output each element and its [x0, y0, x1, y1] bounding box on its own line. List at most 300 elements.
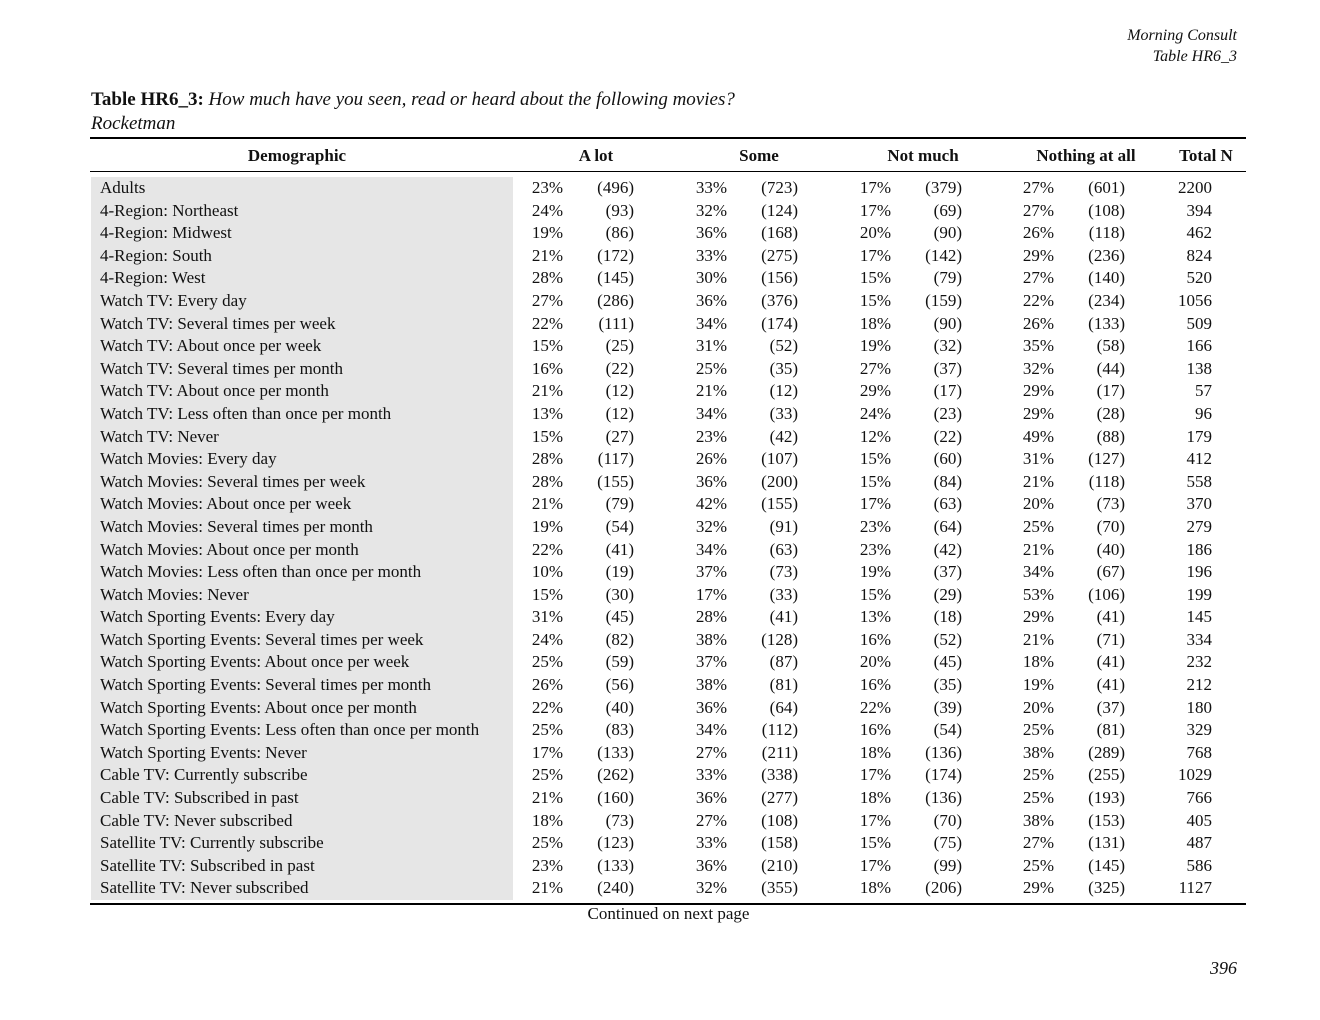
not-much-pct: 18% [859, 878, 891, 898]
a-lot-pct: 28% [531, 471, 563, 491]
not-much-pct: 15% [859, 584, 891, 604]
a-lot-pct: 22% [531, 313, 563, 333]
table-row [90, 335, 1246, 358]
nothing-pct: 31% [1022, 449, 1054, 469]
a-lot-n: (56) [605, 675, 634, 695]
not-much-n: (99) [933, 855, 962, 875]
some-pct: 37% [695, 562, 727, 582]
not-much-n: (37) [933, 562, 962, 582]
a-lot-n: (25) [605, 336, 634, 356]
a-lot-n: (117) [597, 449, 634, 469]
a-lot-n: (12) [605, 403, 634, 423]
nothing-pct: 21% [1022, 539, 1054, 559]
some-pct: 33% [695, 178, 727, 197]
table-row [90, 629, 1246, 652]
nothing-n: (193) [1088, 788, 1125, 808]
nothing-pct: 53% [1022, 584, 1054, 604]
not-much-n: (84) [933, 471, 962, 491]
not-much-n: (206) [925, 878, 962, 898]
results-table [90, 137, 1246, 905]
nothing-n: (70) [1096, 516, 1125, 536]
nothing-n: (131) [1088, 833, 1125, 853]
table-row [90, 719, 1246, 742]
nothing-pct: 21% [1022, 629, 1054, 649]
nothing-n: (44) [1096, 358, 1125, 378]
some-pct: 28% [695, 607, 727, 627]
nothing-pct: 29% [1022, 403, 1054, 423]
not-much-n: (136) [925, 742, 962, 762]
nothing-n: (118) [1088, 471, 1125, 491]
not-much-n: (63) [933, 494, 962, 514]
a-lot-pct: 19% [531, 516, 563, 536]
not-much-n: (70) [933, 810, 962, 830]
not-much-pct: 23% [859, 516, 891, 536]
a-lot-n: (145) [597, 268, 634, 288]
not-much-n: (35) [933, 675, 962, 695]
demographic-cell: Cable TV: Never subscribed [100, 810, 293, 830]
not-much-n: (60) [933, 449, 962, 469]
some-n: (168) [761, 223, 798, 243]
a-lot-n: (111) [598, 313, 634, 333]
some-pct: 34% [695, 403, 727, 423]
total-n: 166 [1186, 336, 1212, 356]
demographic-cell: Watch TV: Every day [100, 290, 247, 310]
a-lot-pct: 26% [531, 675, 563, 695]
not-much-pct: 27% [859, 358, 891, 378]
some-n: (376) [761, 290, 798, 310]
not-much-pct: 20% [859, 652, 891, 672]
some-n: (12) [769, 381, 798, 401]
not-much-pct: 18% [859, 788, 891, 808]
nothing-n: (88) [1096, 426, 1125, 446]
nothing-pct: 25% [1022, 765, 1054, 785]
not-much-pct: 15% [859, 268, 891, 288]
table-row [90, 290, 1246, 313]
table-row [90, 651, 1246, 674]
total-n: 180 [1186, 697, 1212, 717]
nothing-n: (127) [1088, 449, 1125, 469]
table-header [90, 139, 1246, 172]
table-row [90, 493, 1246, 516]
demographic-cell: Watch TV: Never [100, 426, 219, 446]
a-lot-n: (79) [605, 494, 634, 514]
some-pct: 42% [695, 494, 727, 514]
some-n: (338) [761, 765, 798, 785]
table-id: Table HR6_3 [1152, 48, 1237, 65]
a-lot-pct: 31% [531, 607, 563, 627]
demographic-cell: 4-Region: South [100, 245, 212, 265]
some-pct: 23% [695, 426, 727, 446]
nothing-pct: 29% [1022, 607, 1054, 627]
running-header [1127, 25, 1237, 67]
demographic-cell: 4-Region: Northeast [100, 200, 239, 220]
not-much-n: (23) [933, 403, 962, 423]
nothing-pct: 29% [1022, 878, 1054, 898]
table-row [90, 313, 1246, 336]
some-pct: 33% [695, 833, 727, 853]
nothing-n: (601) [1088, 178, 1125, 197]
some-pct: 32% [695, 878, 727, 898]
total-n: 462 [1186, 223, 1212, 243]
not-much-pct: 16% [859, 720, 891, 740]
not-much-n: (75) [933, 833, 962, 853]
not-much-n: (64) [933, 516, 962, 536]
nothing-n: (153) [1088, 810, 1125, 830]
not-much-n: (29) [933, 584, 962, 604]
some-pct: 26% [695, 449, 727, 469]
table-row [90, 877, 1246, 900]
not-much-n: (159) [925, 290, 962, 310]
not-much-pct: 18% [859, 742, 891, 762]
table-row [90, 222, 1246, 245]
nothing-pct: 22% [1022, 290, 1054, 310]
a-lot-pct: 16% [531, 358, 563, 378]
a-lot-pct: 18% [531, 810, 563, 830]
total-n: 1127 [1178, 878, 1212, 898]
some-n: (52) [769, 336, 798, 356]
nothing-n: (37) [1096, 697, 1125, 717]
demographic-cell: Watch Movies: Less often than once per month [100, 562, 422, 582]
demographic-cell: Watch Sporting Events: Less often than once per month [100, 720, 480, 740]
a-lot-n: (82) [605, 629, 634, 649]
a-lot-n: (123) [597, 833, 634, 853]
total-n: 1056 [1178, 290, 1212, 310]
caption-question: How much have you seen, read or heard about the following movies? [208, 89, 735, 110]
nothing-n: (140) [1088, 268, 1125, 288]
a-lot-pct: 15% [531, 426, 563, 446]
total-n: 394 [1186, 200, 1212, 220]
some-n: (73) [769, 562, 798, 582]
a-lot-pct: 25% [531, 765, 563, 785]
nothing-pct: 38% [1022, 810, 1054, 830]
total-n: 1029 [1178, 765, 1212, 785]
total-n: 412 [1186, 449, 1212, 469]
not-much-pct: 12% [859, 426, 891, 446]
total-n: 487 [1186, 833, 1212, 853]
nothing-n: (325) [1088, 878, 1125, 898]
demographic-cell: Watch Sporting Events: About once per month [100, 697, 417, 717]
col-nothing-at-all: Nothing at all [1036, 146, 1136, 165]
table-row [90, 245, 1246, 268]
not-much-pct: 15% [859, 833, 891, 853]
some-n: (33) [769, 403, 798, 423]
some-n: (41) [769, 607, 798, 627]
some-pct: 37% [695, 652, 727, 672]
a-lot-n: (286) [597, 290, 634, 310]
nothing-n: (289) [1088, 742, 1125, 762]
nothing-n: (17) [1096, 381, 1125, 401]
nothing-pct: 25% [1022, 720, 1054, 740]
total-n: 232 [1186, 652, 1212, 672]
not-much-pct: 15% [859, 471, 891, 491]
nothing-pct: 19% [1022, 675, 1054, 695]
a-lot-n: (155) [597, 471, 634, 491]
some-n: (174) [761, 313, 798, 333]
not-much-pct: 15% [859, 449, 891, 469]
nothing-pct: 20% [1022, 697, 1054, 717]
nothing-n: (73) [1096, 494, 1125, 514]
nothing-pct: 26% [1022, 313, 1054, 333]
total-n: 824 [1186, 245, 1212, 265]
some-n: (108) [761, 810, 798, 830]
demographic-cell: 4-Region: Midwest [100, 223, 232, 243]
nothing-pct: 35% [1022, 336, 1054, 356]
not-much-pct: 22% [859, 697, 891, 717]
some-pct: 36% [695, 223, 727, 243]
some-n: (128) [761, 629, 798, 649]
a-lot-pct: 15% [531, 584, 563, 604]
a-lot-pct: 21% [531, 878, 563, 898]
page-number: 396 [1210, 958, 1237, 978]
not-much-n: (17) [933, 381, 962, 401]
some-n: (156) [761, 268, 798, 288]
nothing-n: (81) [1096, 720, 1125, 740]
table-caption [91, 88, 735, 136]
not-much-pct: 17% [859, 245, 891, 265]
a-lot-pct: 28% [531, 449, 563, 469]
a-lot-pct: 10% [531, 562, 563, 582]
a-lot-n: (172) [597, 245, 634, 265]
col-demographic: Demographic [247, 146, 347, 165]
demographic-cell: Watch Movies: Several times per month [100, 516, 373, 536]
nothing-n: (40) [1096, 539, 1125, 559]
nothing-pct: 21% [1022, 471, 1054, 491]
a-lot-n: (133) [597, 742, 634, 762]
some-pct: 31% [695, 336, 727, 356]
demographic-cell: Watch TV: Less often than once per month [100, 403, 392, 423]
some-n: (33) [769, 584, 798, 604]
demographic-cell: 4-Region: West [100, 268, 206, 288]
table-row [90, 561, 1246, 584]
some-pct: 21% [695, 381, 727, 401]
demographic-cell: Watch Sporting Events: Never [100, 742, 307, 762]
not-much-pct: 17% [859, 765, 891, 785]
total-n: 509 [1186, 313, 1212, 333]
demographic-cell: Watch Sporting Events: Every day [100, 607, 335, 627]
nothing-n: (133) [1088, 313, 1125, 333]
not-much-n: (90) [933, 223, 962, 243]
not-much-pct: 24% [859, 403, 891, 423]
some-n: (35) [769, 358, 798, 378]
table-row [90, 855, 1246, 878]
a-lot-n: (45) [605, 607, 634, 627]
table-row [90, 380, 1246, 403]
not-much-pct: 29% [859, 381, 891, 401]
not-much-n: (69) [933, 200, 962, 220]
not-much-n: (90) [933, 313, 962, 333]
demographic-cell: Satellite TV: Never subscribed [100, 878, 309, 898]
some-pct: 33% [695, 765, 727, 785]
table-row [90, 810, 1246, 833]
table-row [90, 471, 1246, 494]
some-pct: 36% [695, 697, 727, 717]
nothing-n: (255) [1088, 765, 1125, 785]
a-lot-pct: 22% [531, 697, 563, 717]
some-pct: 34% [695, 313, 727, 333]
some-n: (277) [761, 788, 798, 808]
col-some: Some [739, 146, 779, 165]
nothing-n: (108) [1088, 200, 1125, 220]
not-much-n: (79) [933, 268, 962, 288]
nothing-pct: 20% [1022, 494, 1054, 514]
demographic-cell: Watch TV: About once per month [100, 381, 329, 401]
a-lot-pct: 24% [531, 629, 563, 649]
some-pct: 33% [695, 245, 727, 265]
a-lot-pct: 25% [531, 652, 563, 672]
total-n: 405 [1186, 810, 1212, 830]
some-pct: 34% [695, 539, 727, 559]
not-much-pct: 17% [859, 178, 891, 197]
table-row [90, 584, 1246, 607]
not-much-pct: 13% [859, 607, 891, 627]
total-n: 334 [1186, 629, 1212, 649]
not-much-n: (42) [933, 539, 962, 559]
not-much-n: (379) [925, 178, 962, 197]
some-pct: 36% [695, 290, 727, 310]
col-not-much: Not much [887, 146, 959, 165]
table-row [90, 787, 1246, 810]
not-much-pct: 17% [859, 494, 891, 514]
a-lot-pct: 13% [531, 403, 563, 423]
some-n: (210) [761, 855, 798, 875]
a-lot-pct: 23% [531, 178, 563, 197]
not-much-n: (32) [933, 336, 962, 356]
some-n: (211) [761, 742, 798, 762]
total-n: 196 [1186, 562, 1212, 582]
total-n: 329 [1186, 720, 1212, 740]
nothing-pct: 25% [1022, 855, 1054, 875]
a-lot-n: (160) [597, 788, 634, 808]
a-lot-pct: 23% [531, 855, 563, 875]
table-row [90, 697, 1246, 720]
a-lot-n: (19) [605, 562, 634, 582]
nothing-pct: 34% [1022, 562, 1054, 582]
some-n: (200) [761, 471, 798, 491]
total-n: 96 [1195, 403, 1212, 423]
not-much-pct: 23% [859, 539, 891, 559]
a-lot-pct: 21% [531, 245, 563, 265]
a-lot-n: (30) [605, 584, 634, 604]
table-row [90, 832, 1246, 855]
a-lot-pct: 27% [531, 290, 563, 310]
table-row [90, 200, 1246, 223]
some-pct: 36% [695, 855, 727, 875]
not-much-pct: 17% [859, 810, 891, 830]
a-lot-n: (27) [605, 426, 634, 446]
total-n: 279 [1186, 516, 1212, 536]
nothing-n: (41) [1096, 675, 1125, 695]
some-n: (155) [761, 494, 798, 514]
nothing-n: (41) [1096, 607, 1125, 627]
total-n: 138 [1186, 358, 1212, 378]
a-lot-n: (86) [605, 223, 634, 243]
not-much-pct: 18% [859, 313, 891, 333]
a-lot-n: (22) [605, 358, 634, 378]
table-row [90, 267, 1246, 290]
some-pct: 30% [695, 268, 727, 288]
not-much-n: (174) [925, 765, 962, 785]
total-n: 586 [1186, 855, 1212, 875]
nothing-pct: 27% [1022, 268, 1054, 288]
col-a-lot: A lot [578, 146, 614, 165]
some-pct: 32% [695, 516, 727, 536]
a-lot-pct: 28% [531, 268, 563, 288]
table-row [90, 177, 1246, 200]
demographic-cell: Watch Sporting Events: Several times per week [100, 629, 424, 649]
total-n: 768 [1186, 742, 1212, 762]
nothing-n: (71) [1096, 629, 1125, 649]
some-pct: 32% [695, 200, 727, 220]
not-much-pct: 19% [859, 562, 891, 582]
a-lot-n: (83) [605, 720, 634, 740]
total-n: 145 [1186, 607, 1212, 627]
nothing-pct: 26% [1022, 223, 1054, 243]
nothing-n: (28) [1096, 403, 1125, 423]
some-n: (723) [761, 178, 798, 197]
a-lot-n: (496) [597, 178, 634, 197]
a-lot-n: (41) [605, 539, 634, 559]
total-n: 2200 [1178, 178, 1212, 197]
a-lot-n: (133) [597, 855, 634, 875]
nothing-pct: 25% [1022, 516, 1054, 536]
not-much-n: (18) [933, 607, 962, 627]
table-row [90, 516, 1246, 539]
total-n: 370 [1186, 494, 1212, 514]
total-n: 179 [1186, 426, 1212, 446]
demographic-cell: Satellite TV: Currently subscribe [100, 833, 324, 853]
a-lot-pct: 24% [531, 200, 563, 220]
not-much-n: (142) [925, 245, 962, 265]
total-n: 558 [1186, 471, 1212, 491]
not-much-n: (136) [925, 788, 962, 808]
table-row [90, 764, 1246, 787]
nothing-pct: 49% [1022, 426, 1054, 446]
total-n: 520 [1186, 268, 1212, 288]
not-much-pct: 16% [859, 675, 891, 695]
a-lot-pct: 21% [531, 381, 563, 401]
caption-subtitle: Rocketman [91, 113, 176, 134]
table-row [90, 674, 1246, 697]
some-pct: 36% [695, 471, 727, 491]
demographic-cell: Cable TV: Currently subscribe [100, 765, 308, 785]
nothing-pct: 25% [1022, 788, 1054, 808]
some-pct: 38% [695, 629, 727, 649]
caption-label: Table HR6_3: [91, 89, 204, 110]
some-n: (81) [769, 675, 798, 695]
nothing-n: (58) [1096, 336, 1125, 356]
table-row [90, 358, 1246, 381]
nothing-n: (118) [1088, 223, 1125, 243]
some-n: (42) [769, 426, 798, 446]
a-lot-pct: 21% [531, 788, 563, 808]
nothing-pct: 27% [1022, 200, 1054, 220]
nothing-pct: 32% [1022, 358, 1054, 378]
demographic-cell: Watch TV: About once per week [100, 336, 322, 356]
nothing-n: (41) [1096, 652, 1125, 672]
some-n: (91) [769, 516, 798, 536]
demographic-cell: Watch TV: Several times per week [100, 313, 336, 333]
nothing-pct: 29% [1022, 245, 1054, 265]
not-much-pct: 16% [859, 629, 891, 649]
a-lot-n: (54) [605, 516, 634, 536]
demographic-cell: Watch Movies: Every day [100, 449, 277, 469]
some-pct: 36% [695, 788, 727, 808]
demographic-cell: Watch Movies: Never [100, 584, 249, 604]
demographic-cell: Satellite TV: Subscribed in past [100, 855, 315, 875]
a-lot-n: (59) [605, 652, 634, 672]
demographic-cell: Adults [100, 178, 146, 197]
nothing-n: (236) [1088, 245, 1125, 265]
